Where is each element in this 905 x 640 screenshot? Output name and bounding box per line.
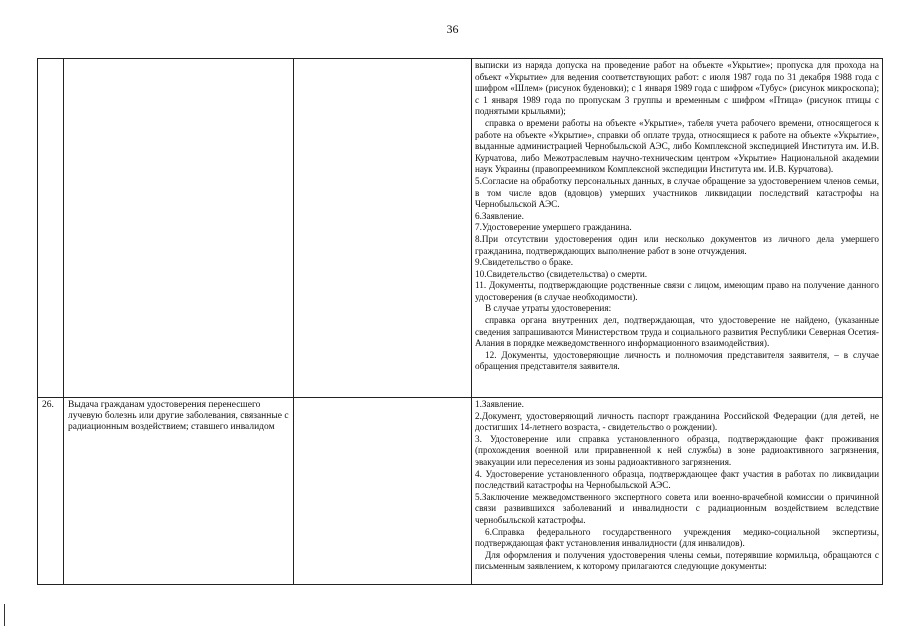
doc-paragraph: 5.Заключение межведомственного экспертного совета или военно-врачебной комиссии о причинной связи развившихся заболеваний и инвалидности с радиационным воздействием вследствие чернобыльской катастрофы. bbox=[475, 491, 879, 525]
doc-paragraph: справка о времени работы на объекте «Укрытие», табеля учета рабочего времени, относящегося к работе на объекте «Укрытие», справки об оплате труда, относящиеся к работе на объекте «Укрытие», выданные администрацией Чернобыльской АЭС, либо Комплексной экспедицией Института им. И.В. Курчатова, либо Межотраслевым научно-техническим центром «Укрытие» Национальной академии наук Украины (правопреемником Комплексной экспедиции Института им. И.В. Курчатова). bbox=[475, 117, 879, 175]
doc-paragraph: 10.Свидетельство (свидетельства) о смерти. bbox=[475, 268, 648, 279]
doc-paragraph: 6.Заявление. bbox=[475, 210, 524, 221]
doc-paragraph: 2.Документ, удостоверяющий личность паспорт гражданина Российской Федерации (для детей, не достигших 14-летнего возраста, - свидетельство о рождении). bbox=[475, 410, 879, 433]
doc-paragraph: 11. Документы, подтверждающие родственные связи с лицом, имеющим право на получение данного удостоверения (в случае необходимости). bbox=[475, 280, 879, 302]
doc-paragraph: Для оформления и получения удостоверения члены семьи, потерявшие кормильца, обращаются с письменным заявлением, к которому прилагаются следующие документы: bbox=[475, 549, 879, 572]
page-number: 36 bbox=[446, 22, 459, 36]
doc-paragraph: 4. Удостоверение установленного образца, подтверждающее факт участия в работах по ликвидации последствий катастрофы на Чернобыльской АЭС. bbox=[475, 468, 879, 491]
services-table bbox=[37, 58, 883, 585]
doc-paragraph: 1.Заявление. bbox=[475, 399, 524, 409]
service-name bbox=[64, 59, 294, 398]
table-row bbox=[38, 59, 883, 398]
doc-paragraph: 12. Документы, удостоверяющие личность и полномочия представителя заявителя, – в случае обращения представителя заявителя. bbox=[475, 349, 879, 372]
service-name: Выдача гражданам удостоверения перенесшего лучевую болезнь или другие заболевания, связанные с радиационным воздействием; ставшего инвалидом bbox=[64, 398, 294, 585]
doc-paragraph: справка органа внутренних дел, подтверждающая, что удостоверение не найдено, (указанные сведения запрашиваются Министерством труда и социального развития Республики Северная Осетия-Алания в порядке межведомственного информационного взаимодействия). bbox=[475, 315, 879, 349]
row-number: 26. bbox=[38, 398, 64, 585]
row-number bbox=[38, 59, 64, 398]
documents-cell bbox=[472, 398, 883, 585]
doc-paragraph: 9.Свидетельство о браке. bbox=[475, 257, 573, 268]
doc-paragraph: 5.Согласие на обработку персональных данных, в случае обращение за удостоверением членов семьи, в том числе вдов (вдовцов) умерших участников ликвидации последствий катастрофы на Чернобыльской АЭС. bbox=[475, 175, 879, 210]
doc-paragraph: 6.Справка федерального государственного учреждения медико-социальной экспертизы, подтверждающая факт установления инвалидности (для инвалидов). bbox=[475, 526, 879, 549]
documents-cell bbox=[472, 59, 883, 398]
empty-cell bbox=[294, 398, 472, 585]
margin-mark bbox=[4, 604, 5, 626]
empty-cell bbox=[294, 59, 472, 398]
doc-paragraph: выписки из наряда допуска на проведение работ на объекте «Укрытие»; пропуска для прохода на объект «Укрытие» для ведения соответствующих работ: с июля 1987 года по 31 декабря 1988 года с шифром «Шлем» (рисунок буденовки); с 1 января 1989 года с шифром «Тубус» (рисунок микроскопа); с 1 января 1989 года по пропускам 3 группы и временным с шифром «Птица» (рисунок птицы с поднятыми крыльями); bbox=[475, 60, 879, 117]
doc-paragraph: 8.При отсутствии удостоверения один или несколько документов из личного дела умершего гражданина, подтверждающих выполнение работ в зоне отчуждения. bbox=[475, 233, 879, 256]
doc-paragraph: В случае утраты удостоверения: bbox=[485, 303, 612, 314]
doc-paragraph: 3. Удостоверение или справка установленного образца, подтверждающие факт проживания (прохождения военной или приравненной к ней службы) в зоне радиоактивного загрязнения, эвакуации или переселения из зоны радиоактивного загрязнения. bbox=[475, 433, 879, 467]
table-row bbox=[38, 398, 883, 585]
doc-paragraph: 7.Удостоверение умершего гражданина. bbox=[475, 222, 632, 233]
